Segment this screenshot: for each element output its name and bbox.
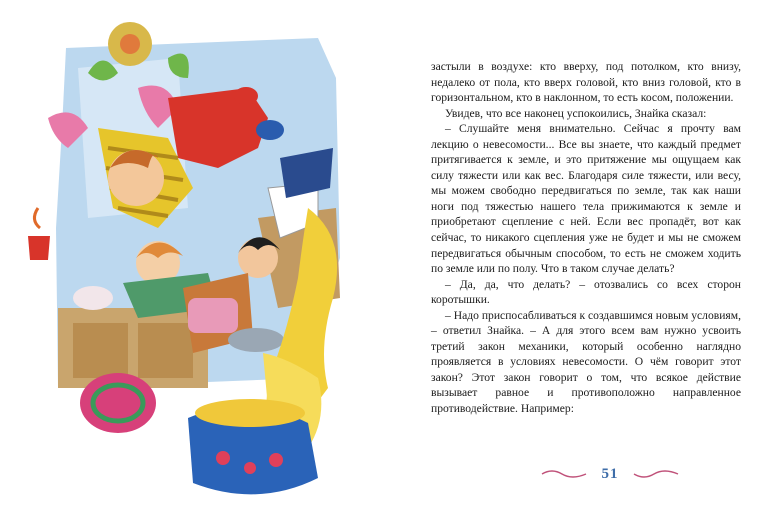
pot-flower [244, 462, 256, 474]
chair-cushion [188, 298, 238, 333]
paragraph: застыли в воздухе: кто вверху, под потолком, кто внизу, недалеко от пола, кто вверх головой, кто вниз головой, кто в горизонтальном, кто в наклонном, то есть косом, положении. [431, 60, 741, 105]
cabinet-door [73, 323, 128, 378]
page-number: 51 [601, 466, 619, 482]
text-column [431, 59, 741, 417]
cabinet-door [138, 323, 193, 378]
floating-plate [73, 286, 113, 310]
left-ornament-icon [540, 464, 588, 484]
pot-flower [216, 451, 230, 465]
page-footer [540, 464, 680, 484]
paragraph: – Слушайте меня внимательно. Сейчас я прочту вам лекцию о невесомости... Все вы знаете, что каждый предмет притягивается к земле, и это притяжение мы ощущаем как силу тяжести или как вес. Благодаря силе тяжести, или весу, мы можем свободно передвигаться по земле, так как наши ноги под тяжестью нашего тела прижимаются к земле и приобретают сцепление с ней. Если вес пропадёт, вот как сейчас, то никакого сцепления уже не будет и мы не сможем передвигаться обычным способом, то есть не сможем ходить по земле или по полу. Что в таком случае делать? [431, 122, 741, 276]
boy-shoe [234, 87, 258, 105]
paragraph: Увидев, что все наконец успокоились, Знайка сказал: [445, 106, 707, 120]
floating-pan [228, 328, 284, 352]
cup-steam [34, 208, 40, 228]
weightlessness-illustration [18, 8, 370, 508]
floating-cup [28, 236, 50, 260]
paragraph: – Да, да, что делать? – отозвались со всех сторон коротышки. [431, 277, 741, 307]
right-ornament-icon [632, 464, 680, 484]
boy-shoe [256, 120, 284, 140]
lamp-flower [120, 34, 140, 54]
pot-rim [195, 399, 305, 427]
paragraph: – Надо приспосабливаться к создавшимся новым условиям, – ответил Знайка. – А для этого всем вам нужно усвоить третий закон механики, который особенно наглядно проявляется в условиях невесомости. О чём говорит этот закон? Этот закон говорит о том, что всякое действие вызывает равное и противоположно направленное противодействие. Например: [431, 308, 741, 416]
pot-flower [269, 453, 283, 467]
